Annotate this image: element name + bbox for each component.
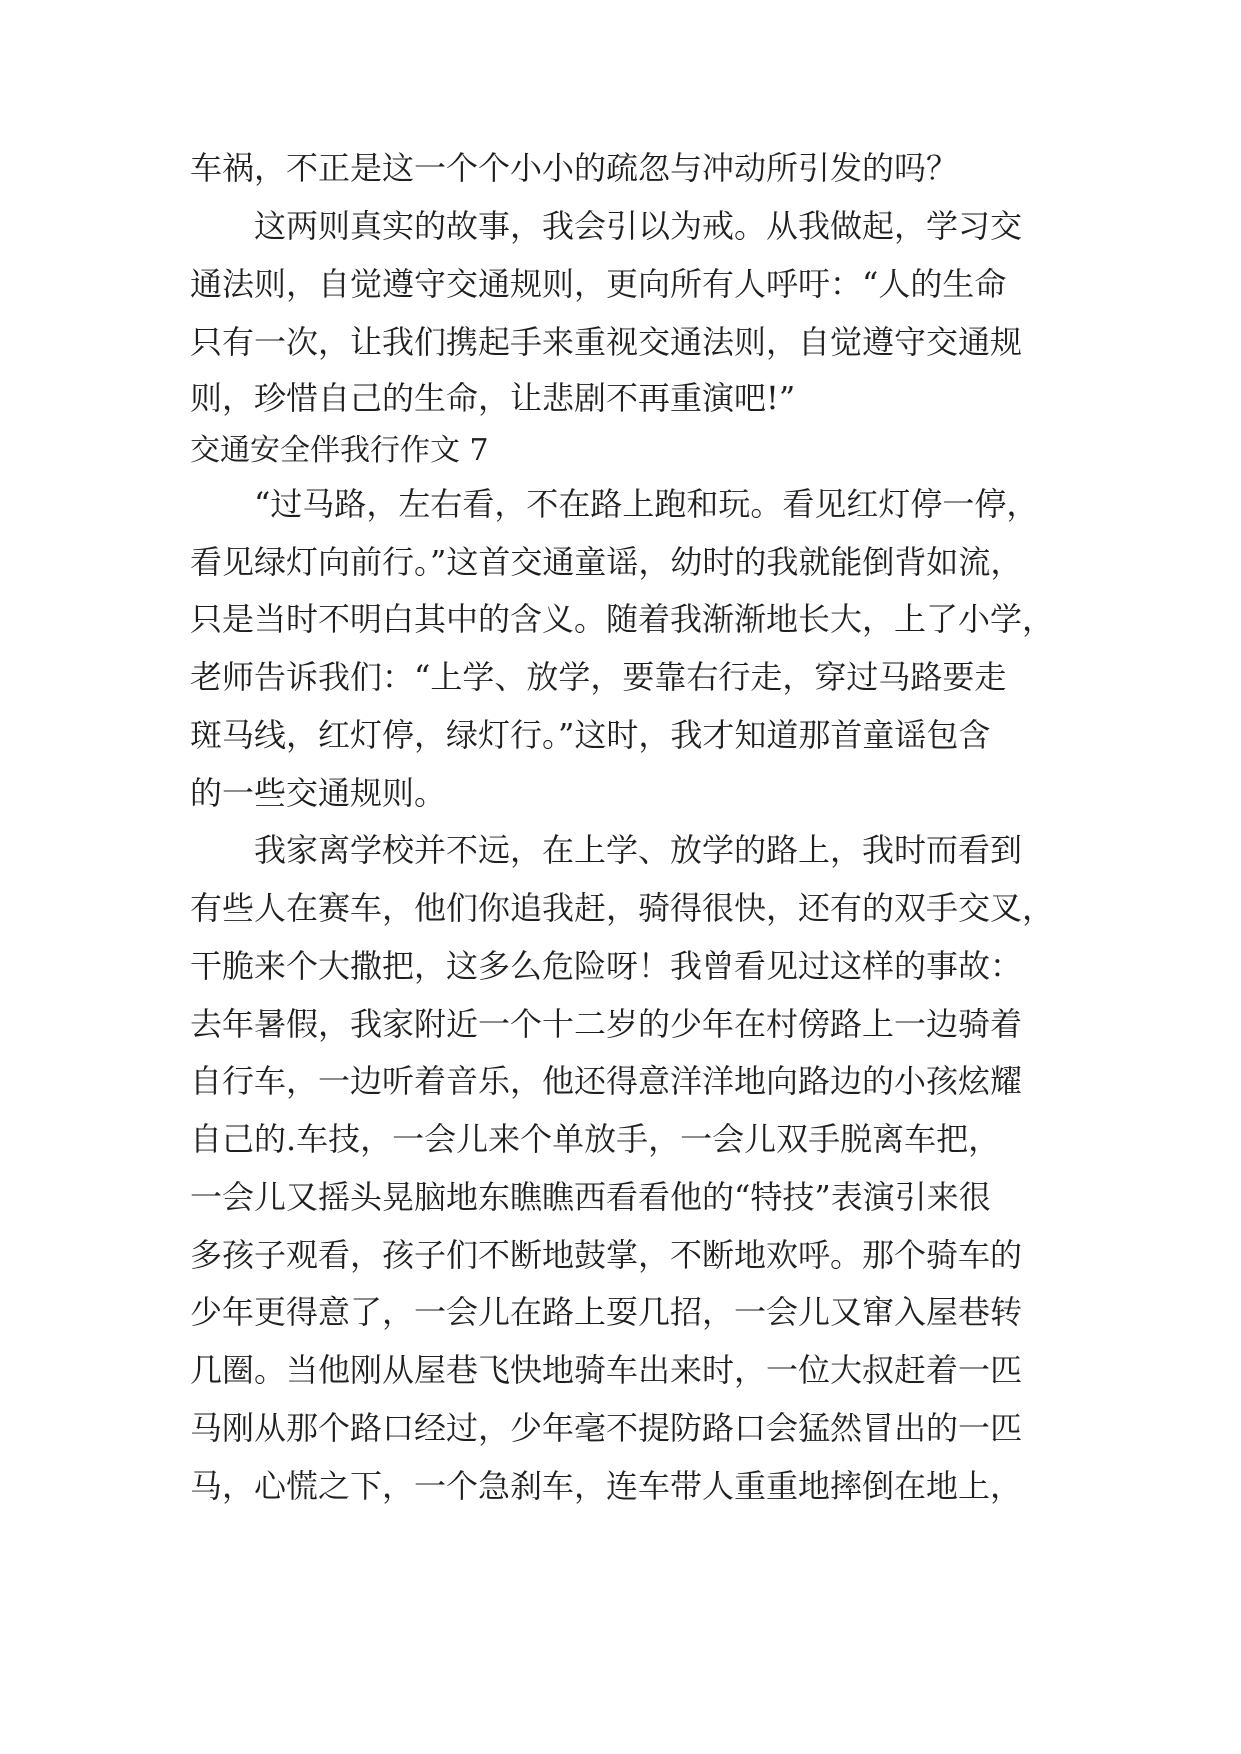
text-line: 少年更得意了，一会儿在路上耍几招，一会儿又窜入屋巷转 <box>190 1293 1023 1331</box>
text-line: 干脆来个大撒把，这多么危险呀！我曾看见过这样的事故： <box>190 947 1023 985</box>
section-heading: 交通安全伴我行作文 7 <box>190 433 489 468</box>
text-line: 只有一次，让我们携起手来重视交通法则，自觉遵守交通规 <box>190 323 1023 361</box>
text-line: 马刚从那个路口经过，少年毫不提防路口会猛然冒出的一匹 <box>190 1409 1023 1447</box>
text-line: 车祸，不正是这一个个小小的疏忽与冲动所引发的吗？ <box>190 149 959 187</box>
text-line: 马，心慌之下，一个急刹车，连车带人重重地摔倒在地上， <box>190 1467 1023 1505</box>
text-line: 只是当时不明白其中的含义。随着我渐渐地长大，上了小学， <box>190 600 1055 638</box>
text-line: 自行车，一边听着音乐，他还得意洋洋地向路边的小孩炫耀 <box>190 1062 1023 1100</box>
text-line: “过马路，左右看，不在路上跑和玩。看见红灯停一停， <box>190 485 1039 523</box>
text-line: 自己的.车技，一会儿来个单放手，一会儿双手脱离车把， <box>190 1120 1001 1158</box>
text-line: 看见绿灯向前行。”这首交通童谣，幼时的我就能倒背如流， <box>190 543 1023 581</box>
text-line: 斑马线，红灯停，绿灯行。”这时，我才知道那首童谣包含 <box>190 716 991 754</box>
text-line: 一会儿又摇头晃脑地东瞧瞧西看看他的“特技”表演引来很 <box>190 1178 991 1216</box>
text-line: 这两则真实的故事，我会引以为戒。从我做起，学习交 <box>190 207 1023 245</box>
text-line: 多孩子观看，孩子们不断地鼓掌，不断地欢呼。那个骑车的 <box>190 1236 1023 1274</box>
text-line: 几圈。当他刚从屋巷飞快地骑车出来时，一位大叔赶着一匹 <box>190 1351 1023 1389</box>
text-line: 的一些交通规则。 <box>190 774 447 812</box>
text-line: 去年暑假，我家附近一个十二岁的少年在村傍路上一边骑着 <box>190 1005 1023 1043</box>
text-line: 老师告诉我们：“上学、放学，要靠右行走，穿过马路要走 <box>190 658 1007 696</box>
text-line: 我家离学校并不远，在上学、放学的路上，我时而看到 <box>190 831 1023 869</box>
text-line: 则，珍惜自己的生命，让悲剧不再重演吧!” <box>190 379 796 417</box>
text-line: 通法则，自觉遵守交通规则，更向所有人呼吁：“人的生命 <box>190 265 1007 303</box>
text-line: 有些人在赛车，他们你追我赶，骑得很快，还有的双手交叉， <box>190 889 1055 927</box>
